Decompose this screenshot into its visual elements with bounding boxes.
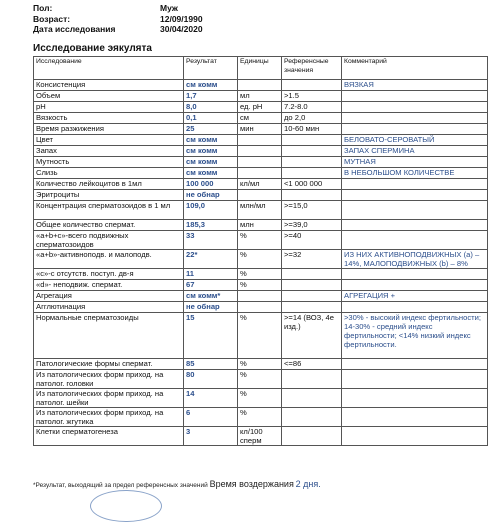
row-comment — [342, 280, 488, 291]
row-unit: % — [238, 280, 282, 291]
footnote — [33, 479, 321, 489]
row-comment — [342, 269, 488, 280]
row-unit: % — [238, 370, 282, 389]
row-comment: ВЯЗКАЯ — [342, 80, 488, 91]
row-result: см комм — [184, 146, 238, 157]
results-table — [33, 56, 488, 446]
row-comment: ЗАПАХ СПЕРМИНА — [342, 146, 488, 157]
row-comment — [342, 102, 488, 113]
table-row — [34, 135, 488, 146]
row-test: «а+b+c»-всего подвижных сперматозоидов — [34, 231, 184, 250]
row-ref: 10-60 мин — [282, 124, 342, 135]
row-test: Запах — [34, 146, 184, 157]
row-ref — [282, 146, 342, 157]
row-ref — [282, 370, 342, 389]
row-unit: ед. pH — [238, 102, 282, 113]
row-unit: мин — [238, 124, 282, 135]
row-ref: >=39,0 — [282, 220, 342, 231]
row-ref — [282, 168, 342, 179]
row-comment — [342, 201, 488, 220]
row-comment: АГРЕГАЦИЯ + — [342, 291, 488, 302]
row-ref: 7.2-8.0 — [282, 102, 342, 113]
row-result: 11 — [184, 269, 238, 280]
row-unit — [238, 302, 282, 313]
table-row — [34, 280, 488, 291]
row-comment — [342, 190, 488, 201]
header-unit: Единицы — [238, 57, 282, 80]
row-result: см комм — [184, 168, 238, 179]
row-ref — [282, 80, 342, 91]
row-unit: см — [238, 113, 282, 124]
row-comment — [342, 113, 488, 124]
row-test: Патологические формы спермат. — [34, 359, 184, 370]
table-row — [34, 408, 488, 427]
row-test: pH — [34, 102, 184, 113]
row-test: Агрегация — [34, 291, 184, 302]
table-row — [34, 359, 488, 370]
row-test: Общее количество спермат. — [34, 220, 184, 231]
row-unit — [238, 146, 282, 157]
row-unit: мл — [238, 91, 282, 102]
row-comment — [342, 91, 488, 102]
row-ref — [282, 302, 342, 313]
row-test: Объем — [34, 91, 184, 102]
row-ref: до 2,0 — [282, 113, 342, 124]
row-test: Из патологических форм приход. на патолог. шейки — [34, 389, 184, 408]
row-ref: <=86 — [282, 359, 342, 370]
row-test: Клетки сперматогенеза — [34, 427, 184, 446]
table-header-row — [34, 57, 488, 80]
row-test: Цвет — [34, 135, 184, 146]
row-unit: кл/мл — [238, 179, 282, 190]
row-test: «a+b»-активноподв. и малоподв. — [34, 250, 184, 269]
row-ref: >=15,0 — [282, 201, 342, 220]
row-test: Вязкость — [34, 113, 184, 124]
row-test: Время разжижения — [34, 124, 184, 135]
row-ref: >=32 — [282, 250, 342, 269]
row-comment: ИЗ НИХ АКТИВНОПОДВИЖНЫХ (а) – 14%, МАЛОПОДВИЖНЫХ (b) – 8% — [342, 250, 488, 269]
table-row — [34, 91, 488, 102]
header-test: Исследование — [34, 57, 184, 80]
row-result: 3 — [184, 427, 238, 446]
row-result: 80 — [184, 370, 238, 389]
row-comment — [342, 179, 488, 190]
header-result: Результат — [184, 57, 238, 80]
row-unit: кл/100 сперм — [238, 427, 282, 446]
row-test: «d»- неподвиж. спермат. — [34, 280, 184, 291]
table-row — [34, 231, 488, 250]
row-unit — [238, 80, 282, 91]
row-comment — [342, 370, 488, 389]
row-unit: % — [238, 408, 282, 427]
row-result: 1,7 — [184, 91, 238, 102]
row-comment: МУТНАЯ — [342, 157, 488, 168]
row-result: см комм — [184, 157, 238, 168]
row-result: 85 — [184, 359, 238, 370]
row-comment — [342, 302, 488, 313]
row-unit: % — [238, 389, 282, 408]
row-ref — [282, 280, 342, 291]
row-result: 100 000 — [184, 179, 238, 190]
row-ref — [282, 157, 342, 168]
row-result: 67 — [184, 280, 238, 291]
row-ref — [282, 408, 342, 427]
row-unit — [238, 168, 282, 179]
row-test: Агглютинация — [34, 302, 184, 313]
row-ref: >1.5 — [282, 91, 342, 102]
row-ref — [282, 190, 342, 201]
row-result: не обнар — [184, 190, 238, 201]
row-comment — [342, 220, 488, 231]
table-row — [34, 427, 488, 446]
table-row — [34, 113, 488, 124]
row-result: 0,1 — [184, 113, 238, 124]
stamp-seal — [90, 490, 162, 522]
row-unit: % — [238, 359, 282, 370]
row-result: 22* — [184, 250, 238, 269]
row-comment — [342, 359, 488, 370]
row-comment — [342, 124, 488, 135]
row-unit — [238, 135, 282, 146]
row-comment — [342, 408, 488, 427]
row-comment: БЕЛОВАТО-СЕРОВАТЫЙ — [342, 135, 488, 146]
table-row — [34, 102, 488, 113]
row-test: «c»-с отсутств. поступ. дв-я — [34, 269, 184, 280]
table-row — [34, 157, 488, 168]
row-test: Консистенция — [34, 80, 184, 91]
row-test: Из патологических форм приход. на патолог. жгутика — [34, 408, 184, 427]
abstinence-value: 2 дня. — [295, 479, 321, 489]
header-ref: Референсные значения — [282, 57, 342, 80]
date-label: Дата исследования — [33, 24, 116, 34]
sex-value: Муж — [160, 3, 178, 13]
footnote-text: *Результат, выходящий за предел референсных значений — [33, 482, 208, 489]
row-result: 33 — [184, 231, 238, 250]
row-ref: >=40 — [282, 231, 342, 250]
row-result: 15 — [184, 313, 238, 359]
row-test: Эритроциты — [34, 190, 184, 201]
row-test: Из патологических форм приход. на патолог. головки — [34, 370, 184, 389]
row-unit — [238, 157, 282, 168]
table-row — [34, 179, 488, 190]
section-title: Исследование эякулята — [33, 43, 152, 54]
row-test: Количество лейкоцитов в 1мл — [34, 179, 184, 190]
table-row — [34, 389, 488, 408]
row-comment — [342, 427, 488, 446]
row-result: см комм — [184, 80, 238, 91]
table-row — [34, 190, 488, 201]
row-ref: <1 000 000 — [282, 179, 342, 190]
table-body — [34, 80, 488, 446]
sex-label: Пол: — [33, 3, 53, 13]
row-test: Мутность — [34, 157, 184, 168]
table-row — [34, 168, 488, 179]
row-unit — [238, 291, 282, 302]
row-comment — [342, 389, 488, 408]
row-result: не обнар — [184, 302, 238, 313]
row-comment: В НЕБОЛЬШОМ КОЛИЧЕСТВЕ — [342, 168, 488, 179]
row-comment — [342, 231, 488, 250]
header-comment: Комментарий — [342, 57, 488, 80]
row-test: Концентрация сперматозоидов в 1 мл — [34, 201, 184, 220]
date-value: 30/04/2020 — [160, 24, 203, 34]
table-row — [34, 146, 488, 157]
row-unit: % — [238, 250, 282, 269]
row-result: 185,3 — [184, 220, 238, 231]
row-result: 6 — [184, 408, 238, 427]
row-ref — [282, 269, 342, 280]
row-unit — [238, 190, 282, 201]
abstinence-label: Время воздержания — [209, 479, 294, 489]
age-value: 12/09/1990 — [160, 14, 203, 24]
row-ref — [282, 135, 342, 146]
row-test: Слизь — [34, 168, 184, 179]
table-row — [34, 124, 488, 135]
table-row — [34, 291, 488, 302]
row-test: Нормальные сперматозоиды — [34, 313, 184, 359]
row-unit: % — [238, 231, 282, 250]
row-unit: млн/мл — [238, 201, 282, 220]
table-row — [34, 201, 488, 220]
row-unit: % — [238, 269, 282, 280]
row-comment: >30% - высокий индекс фертильности; 14-30% - средний индекс фертильности; <14% низкий индекс фертильности. — [342, 313, 488, 359]
row-ref — [282, 427, 342, 446]
row-result: см комм — [184, 135, 238, 146]
row-ref: >=14 (ВОЗ, 4е изд.) — [282, 313, 342, 359]
row-unit: млн — [238, 220, 282, 231]
table-row — [34, 302, 488, 313]
table-row — [34, 80, 488, 91]
table-row — [34, 269, 488, 280]
row-result: 8,0 — [184, 102, 238, 113]
row-ref — [282, 291, 342, 302]
row-result: 109,0 — [184, 201, 238, 220]
row-ref — [282, 389, 342, 408]
table-row — [34, 313, 488, 359]
table-row — [34, 370, 488, 389]
table-row — [34, 220, 488, 231]
row-result: 25 — [184, 124, 238, 135]
row-unit: % — [238, 313, 282, 359]
age-label: Возраст: — [33, 14, 71, 24]
row-result: см комм* — [184, 291, 238, 302]
table-row — [34, 250, 488, 269]
row-result: 14 — [184, 389, 238, 408]
